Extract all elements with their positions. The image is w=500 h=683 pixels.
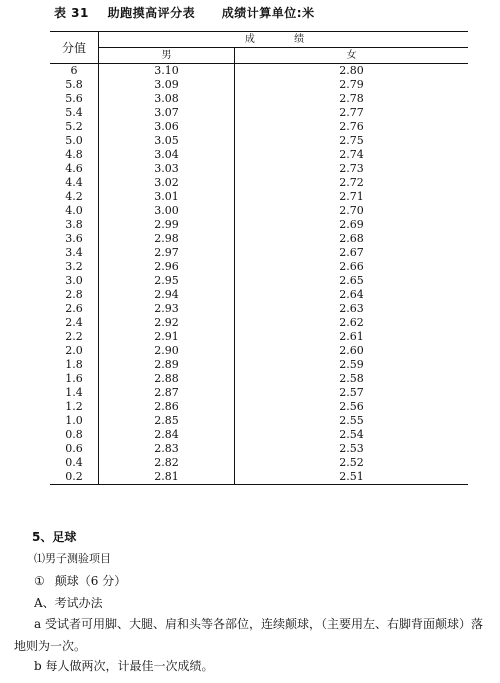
- female-cell: 2.52: [339, 456, 364, 469]
- male-cell: 2.85: [99, 414, 235, 428]
- table-row: [50, 386, 468, 400]
- female-cell: 2.57: [339, 386, 364, 399]
- score-cell: 1.8: [65, 358, 83, 371]
- male-cell: 2.81: [99, 470, 235, 485]
- list-item: ⑴男子测验项目: [34, 552, 111, 565]
- male-cell: 3.03: [99, 162, 235, 176]
- table-row: [50, 148, 468, 162]
- female-cell: 2.62: [339, 316, 364, 329]
- female-cell: 2.65: [339, 274, 364, 287]
- score-cell: 2.8: [65, 288, 83, 301]
- score-cell: 5.4: [65, 106, 83, 119]
- paragraph-line: 地则为一次。: [14, 639, 87, 653]
- female-cell: 2.67: [339, 246, 364, 259]
- female-cell: 2.53: [339, 442, 364, 455]
- female-cell: 2.74: [339, 148, 364, 161]
- section-heading: 5、足球: [32, 530, 77, 544]
- table-row: [50, 330, 468, 344]
- score-cell: 5.0: [65, 134, 83, 147]
- female-cell: 2.68: [339, 232, 364, 245]
- male-cell: 2.99: [99, 218, 235, 232]
- male-cell: 2.89: [99, 358, 235, 372]
- table-row: [50, 64, 468, 79]
- male-column-header: 男: [99, 48, 235, 64]
- score-table: [50, 31, 468, 485]
- list-item: A、考试办法: [34, 596, 103, 610]
- score-cell: 3.4: [65, 246, 83, 259]
- male-cell: 2.98: [99, 232, 235, 246]
- male-cell: 3.04: [99, 148, 235, 162]
- table-row: [50, 302, 468, 316]
- female-cell: 2.64: [339, 288, 364, 301]
- male-cell: 2.96: [99, 260, 235, 274]
- table-row: [50, 344, 468, 358]
- female-cell: 2.75: [339, 134, 364, 147]
- score-column-header: 分值: [50, 32, 99, 64]
- table-row: [50, 428, 468, 442]
- female-column-header: 女: [235, 48, 469, 64]
- male-cell: 2.97: [99, 246, 235, 260]
- female-cell: 2.63: [339, 302, 364, 315]
- score-cell: 6: [70, 64, 78, 77]
- male-cell: 2.93: [99, 302, 235, 316]
- score-cell: 0.6: [65, 442, 83, 455]
- score-cell: 4.4: [65, 176, 83, 189]
- table-row: [50, 78, 468, 92]
- male-cell: 2.82: [99, 456, 235, 470]
- male-cell: 3.10: [99, 64, 235, 79]
- score-cell: 4.0: [65, 204, 83, 217]
- table-row: [50, 456, 468, 470]
- table-row: [50, 400, 468, 414]
- result-group-header: 成 绩: [99, 32, 469, 48]
- female-cell: 2.59: [339, 358, 364, 371]
- table-row: [50, 190, 468, 204]
- female-cell: 2.76: [339, 120, 364, 133]
- table-row: [50, 288, 468, 302]
- female-cell: 2.73: [339, 162, 364, 175]
- score-cell: 2.6: [65, 302, 83, 315]
- table-row: [50, 246, 468, 260]
- paragraph-line: a 受试者可用脚、大腿、肩和头等各部位，连续颠球，（主要用左、右脚背面颠球）落: [34, 617, 483, 631]
- table-row: [50, 316, 468, 330]
- female-cell: 2.54: [339, 428, 364, 441]
- table-row: [50, 134, 468, 148]
- male-cell: 2.92: [99, 316, 235, 330]
- male-cell: 3.00: [99, 204, 235, 218]
- score-cell: 1.2: [65, 400, 83, 413]
- table-row: [50, 204, 468, 218]
- score-cell: 0.8: [65, 428, 83, 441]
- male-cell: 3.08: [99, 92, 235, 106]
- score-cell: 5.8: [65, 78, 83, 91]
- score-cell: 3.6: [65, 232, 83, 245]
- score-cell: 2.2: [65, 330, 83, 343]
- score-cell: 5.2: [65, 120, 83, 133]
- female-cell: 2.66: [339, 260, 364, 273]
- score-cell: 1.0: [65, 414, 83, 427]
- score-cell: 4.2: [65, 190, 83, 203]
- table-caption: [54, 4, 315, 21]
- score-cell: 4.8: [65, 148, 83, 161]
- score-cell: 1.6: [65, 372, 83, 385]
- table-row: [50, 218, 468, 232]
- female-cell: 2.79: [339, 78, 364, 91]
- list-item: [34, 570, 486, 592]
- female-cell: 2.71: [339, 190, 364, 203]
- table-row: [50, 232, 468, 246]
- female-cell: 2.72: [339, 176, 364, 189]
- female-cell: 2.51: [235, 470, 469, 485]
- item-number: ①: [34, 574, 45, 588]
- female-cell: 2.78: [339, 92, 364, 105]
- female-cell: 2.80: [339, 64, 364, 77]
- table-row: [50, 358, 468, 372]
- table-row: [50, 442, 468, 456]
- male-cell: 3.09: [99, 78, 235, 92]
- male-cell: 3.07: [99, 106, 235, 120]
- male-cell: 2.88: [99, 372, 235, 386]
- female-cell: 2.60: [339, 344, 364, 357]
- table-number: 表 31: [54, 6, 89, 20]
- table-row: [50, 372, 468, 386]
- table-row: [50, 162, 468, 176]
- table-row: [50, 176, 468, 190]
- score-cell: 5.6: [65, 92, 83, 105]
- male-cell: 2.91: [99, 330, 235, 344]
- score-cell: 3.8: [65, 218, 83, 231]
- table-row: [50, 92, 468, 106]
- table-body: [50, 64, 468, 485]
- female-cell: 2.56: [339, 400, 364, 413]
- table-row: [50, 414, 468, 428]
- female-cell: 2.55: [339, 414, 364, 427]
- item-text: 颠球（6 分）: [54, 574, 127, 588]
- male-cell: 2.83: [99, 442, 235, 456]
- male-cell: 2.86: [99, 400, 235, 414]
- table-row: [50, 120, 468, 134]
- female-cell: 2.61: [339, 330, 364, 343]
- female-cell: 2.69: [339, 218, 364, 231]
- male-cell: 2.95: [99, 274, 235, 288]
- score-cell: 4.6: [65, 162, 83, 175]
- score-cell: 3.2: [65, 260, 83, 273]
- male-cell: 2.94: [99, 288, 235, 302]
- male-cell: 3.02: [99, 176, 235, 190]
- male-cell: 2.90: [99, 344, 235, 358]
- female-cell: 2.77: [339, 106, 364, 119]
- score-cell: 2.0: [65, 344, 83, 357]
- table-row: [50, 260, 468, 274]
- male-cell: 3.06: [99, 120, 235, 134]
- male-cell: 2.87: [99, 386, 235, 400]
- male-cell: 3.05: [99, 134, 235, 148]
- score-cell: 0.2: [50, 470, 99, 485]
- female-cell: 2.70: [339, 204, 364, 217]
- score-cell: 1.4: [65, 386, 83, 399]
- table-unit: 成绩计算单位:米: [221, 6, 315, 20]
- table-row: [50, 470, 468, 485]
- paragraph: b 每人做两次，计最佳一次成绩。: [34, 659, 214, 673]
- male-cell: 3.01: [99, 190, 235, 204]
- table-row: [50, 106, 468, 120]
- female-cell: 2.58: [339, 372, 364, 385]
- score-cell: 3.0: [65, 274, 83, 287]
- table-row: [50, 274, 468, 288]
- paragraph: [14, 613, 486, 657]
- table-title: 助跑摸高评分表: [107, 6, 196, 20]
- score-cell: 2.4: [65, 316, 83, 329]
- male-cell: 2.84: [99, 428, 235, 442]
- score-cell: 0.4: [65, 456, 83, 469]
